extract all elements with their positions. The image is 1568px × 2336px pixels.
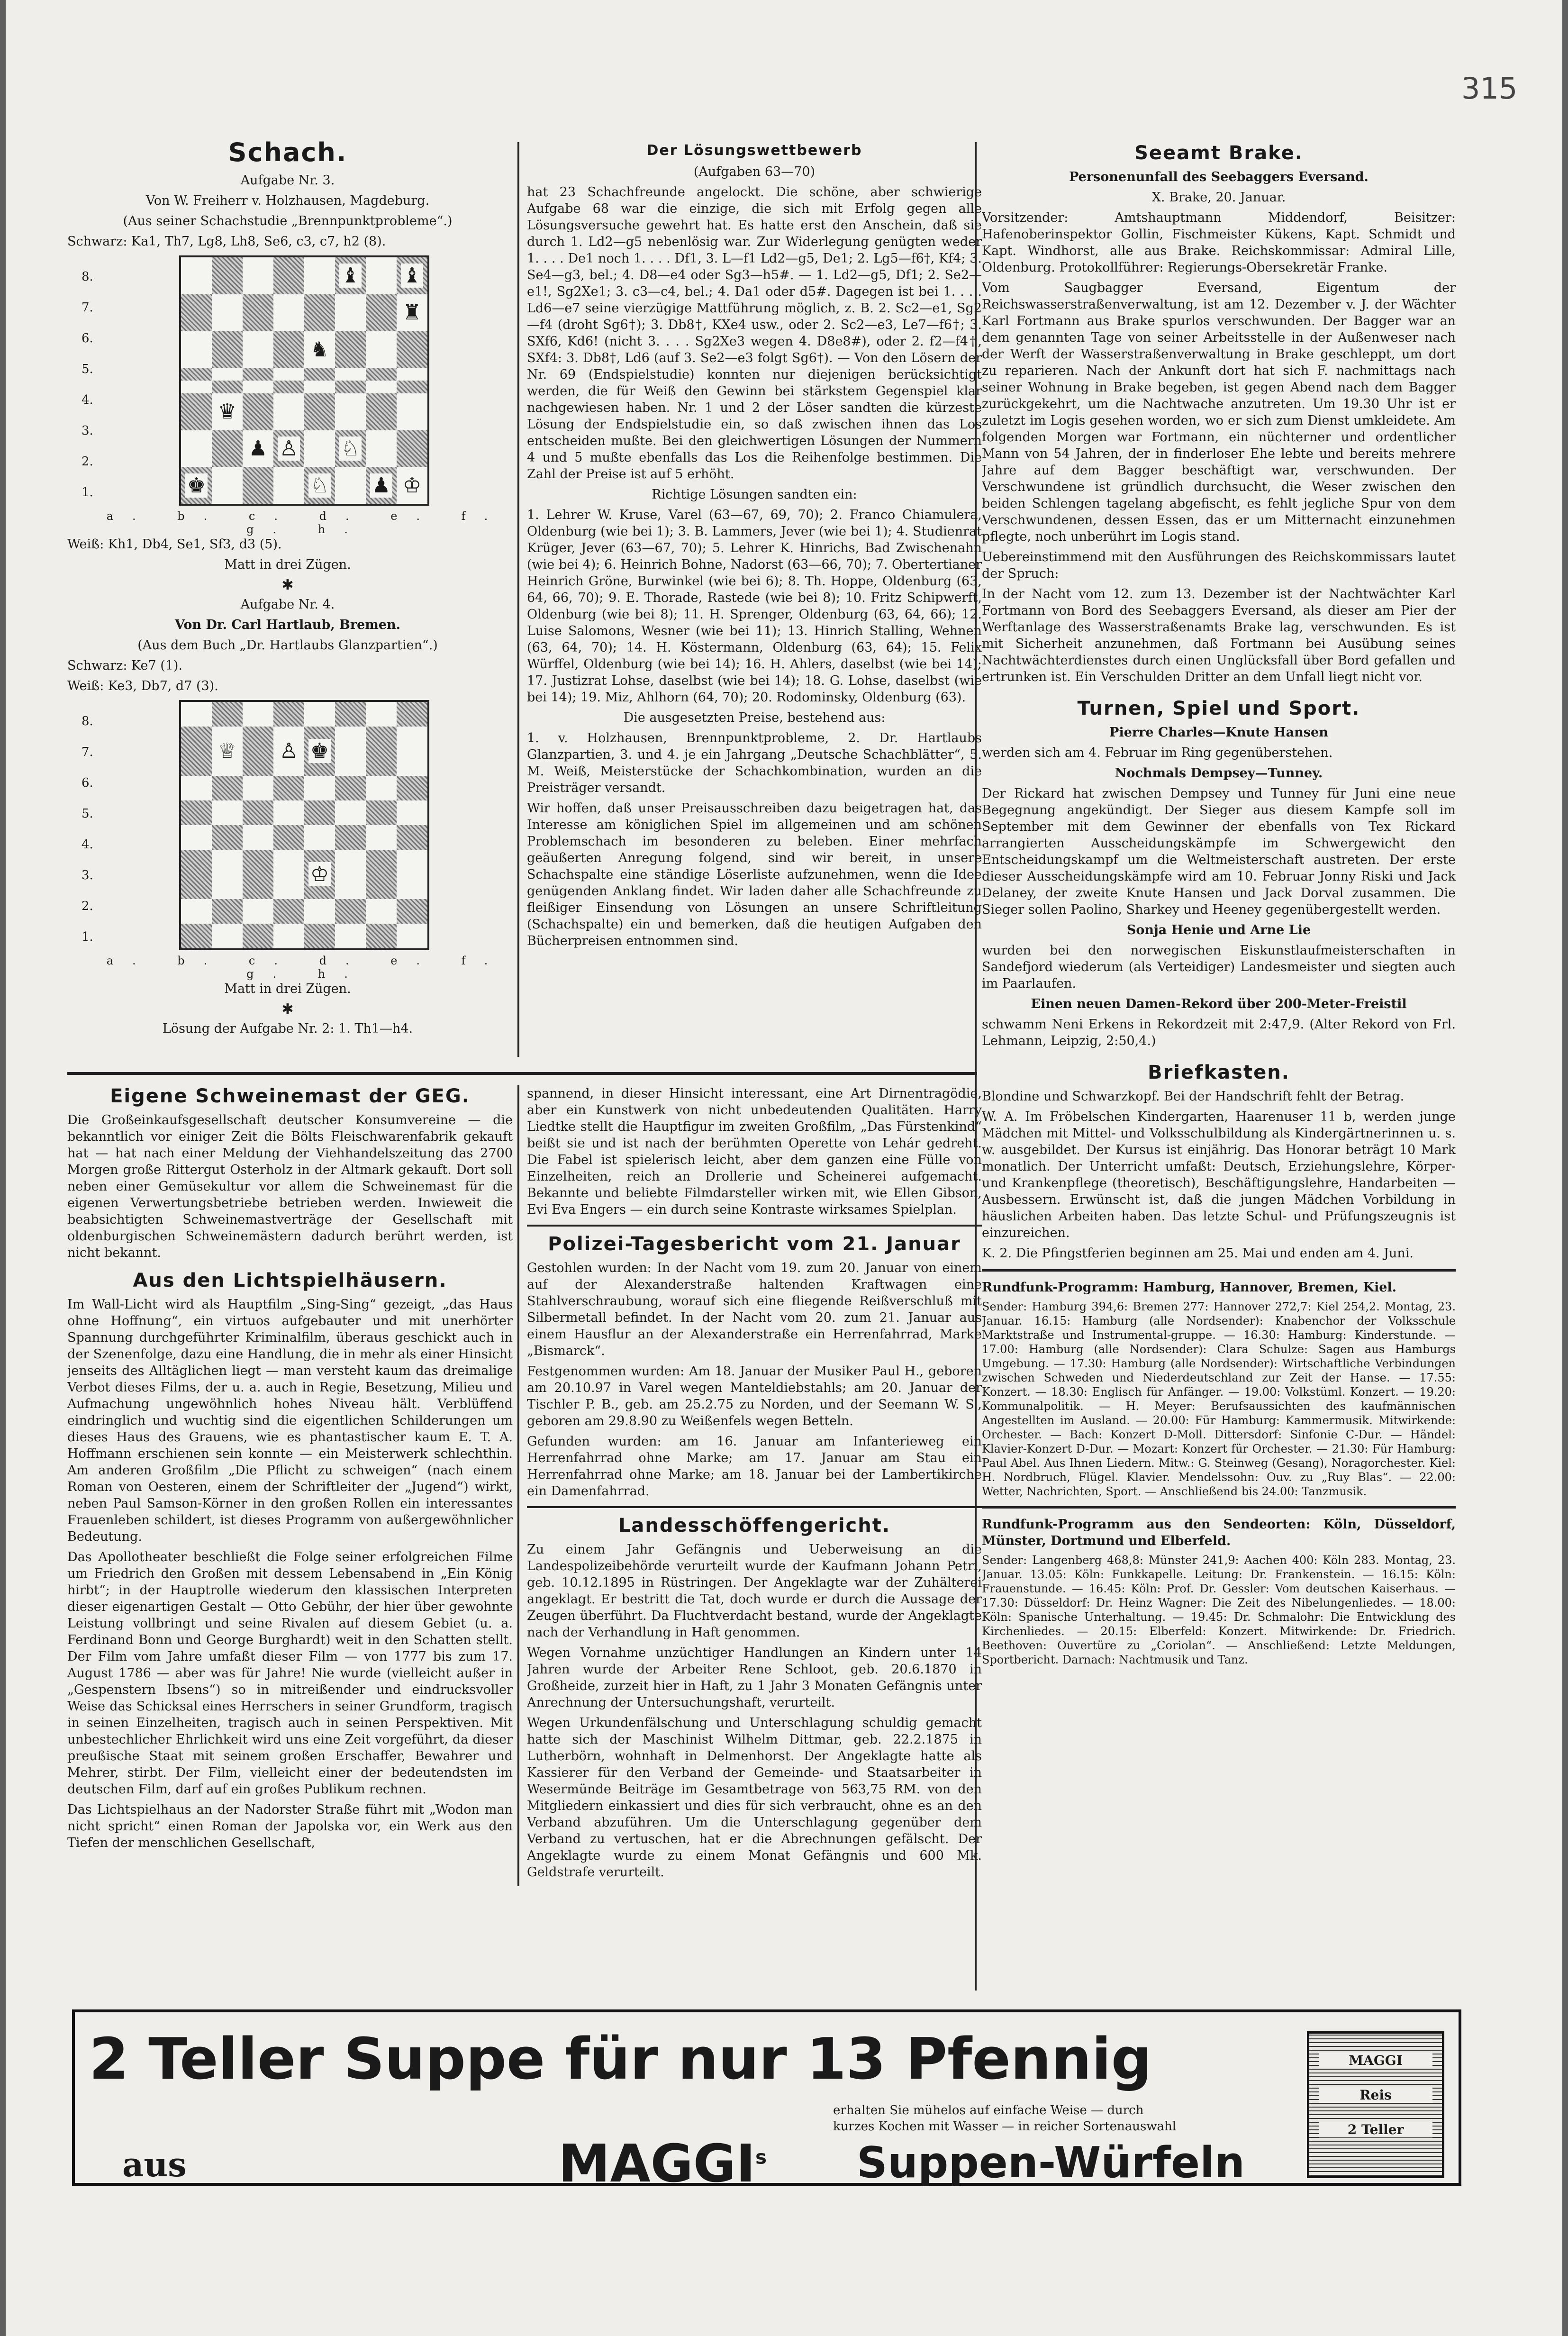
- board-square: [181, 850, 212, 899]
- court-title: Landesschöffengericht.: [618, 1515, 891, 1536]
- board-square: [335, 800, 366, 825]
- geg-title: Eigene Schweinemast der GEG.: [110, 1085, 470, 1107]
- problem-4-source: (Aus dem Buch „Dr. Hartlaubs Glanzpartien“.): [137, 638, 438, 653]
- board-square: [212, 850, 243, 899]
- board-square: [243, 368, 273, 381]
- board-square: [243, 776, 273, 800]
- board-files: a. b. c. d. e. f. g. h.: [106, 954, 507, 981]
- board-square: [335, 257, 366, 294]
- problem-3-goal: Matt in drei Zügen.: [224, 557, 351, 572]
- problem-4-white: Weiß: Ke3, Db7, d7 (3).: [67, 679, 218, 693]
- board-square: [212, 294, 243, 331]
- rank-label: 7.: [82, 300, 93, 315]
- contest-solvers-list: 1. Lehrer W. Kruse, Varel (63—67, 69, 70); 2. Franco Chiamulera, Oldenburg (wie bei 1); 3. B. Lammers, Jever (wie bei 1); 4. Studienrat Krüger, Jever (63—67, 70); 5. Lehrer K. Hinrichs, Bad Zwischenahn (wie bei 4); 6. Heinrich Bohne, Nadorst (63—66, 70); 7. Obertertianer Heinrich Gröne, Burwinkel (wie bei 6); 8. Th. Hoppe, Oldenburg (63, 64, 66, 70); 9. E. Thorade, Rastede (wie bei 8); 10. Fritz Schipwerft, Oldenburg (wie bei 8); 11. H. Sprenger, Oldenburg (63, 64, 66); 12. Luise Salomons, Wesner (wie bei 11); 13. Hinrich Stalling, Wehnen (63, 64, 70); 14. H. Köstermann, Oldenburg (63, 64); 15. Felix Würffel, Oldenburg (wie bei 14); 16. H. Ahlers, daselbst (wie bei 14); 17. Justizrat Lohse, daselbst (wie bei 14); 18. G. Lohse, daselbst (wie bei 14); 19. Miz, Ahlhorn (64, 70); 20. Rodominsky, Oldenburg (63).: [527, 508, 982, 705]
- board-square: [212, 368, 243, 381]
- sport-paragraph: werden sich am 4. Februar im Ring gegenüberstehen.: [982, 745, 1333, 760]
- board-square: [273, 257, 304, 294]
- board-square: [366, 850, 397, 899]
- chess-board-4: [82, 700, 508, 950]
- problem-4-author: Von Dr. Carl Hartlaub, Bremen.: [174, 618, 401, 632]
- brake-paragraph: Vom Saugbagger Eversand, Eigentum der Reichswasserstraßenverwaltung, ist am 12. Dezember v. J. der Wächter Karl Fortmann aus Brake spurlos verschwunden. Der Bagger war an dem genannten Tage von seiner Arbeitsstelle in der Außenweser nach der Werft der Wasserstraßenverwaltung in Brake geschleppt, um dort zu reparieren. Nach der Ankunft dort hat sich F. nachmittags nach seiner Wohnung in Brake begeben, ist gegen Abend nach dem Bagger zurückgekehrt, um die Nachtwache anzutreten. Um 19.30 Uhr ist er zuletzt im Logis gesehen worden, wo er sich zum Dienst umkleidete. Am folgenden Morgen war Fortmann, ein nüchterner und ordentlicher Mann von 54 Jahren, der in finderloser Ehe lebte und bereits mehrere Jahre auf dem Bagger beschäftigt war, verschwunden. Der Verschwundene ist gründlich durchsucht, die Weser zwischen den beiden Schlengen tagelang abgefischt, es fehlt jegliche Spur von dem Verschwundenen, dessen Essen, das er um Mitternacht einzunehmen pflegte, noch unberührt im Logis stand.: [982, 281, 1456, 544]
- rank-label: 2.: [82, 454, 93, 469]
- board-square: [397, 776, 427, 800]
- board-square: [273, 924, 304, 948]
- board-square: [366, 899, 397, 924]
- board-square: [243, 727, 273, 775]
- board-square: [304, 899, 335, 924]
- sport-paragraph: wurden bei den norwegischen Eiskunstlaufmeisterschaften in Sandefjord wiederum (als Verteidiger) Landesmeister und siegten auch im Paarlaufen.: [982, 943, 1456, 991]
- board-grid: [179, 700, 429, 950]
- board-square: [335, 702, 366, 727]
- board-square: [335, 368, 366, 381]
- board-square: [304, 381, 335, 393]
- cinema-paragraph: Das Apollotheater beschließt die Folge seiner erfolgreichen Filme um Friedrich den Großen mit dessem Lebensabend in „Ein König hirbt“; in der Hauptrolle wiederum den klassischen Interpreten dieser eigenartigen Gestalt — Otto Gebühr, der hier über gewohnte Leistung vollbringt und seine Rivalen auf diesem Gebiet (u. a. Ferdinand Bonn und George Burghardt) weit in den Schatten stellt. Der Film vom Jahre umfaßt dieser Film — von 1777 bis zum 17. August 1786 — aber was für Jahre! Nie wurde (vielleicht außer in „Gespenstern Ibsens“) so in mitreißender und eindrucksvoller Weise das Schicksal eines Herrschers in seiner Grundform, tragisch in seinen Einzelheiten, tragisch auch in seinen Perspektiven. Mit unbestechlicher Ehrlichkeit wird uns eine Zeit vorgeführt, da dieser preußische Staat mit seinem großen Erschaffer, Bewahrer und Mehrer, stirbt. Der Film, vielleicht einer der bedeutendsten im deutschen Film, darf auf ein großes Publikum rechnen.: [67, 1550, 513, 1797]
- board-square: [243, 800, 273, 825]
- cinema-title: Aus den Lichtspielhäusern.: [133, 1270, 447, 1291]
- brake-paragraph: Vorsitzender: Amtshauptmann Middendorf, Beisitzer: Hafenoberinspektor Gollin, Fischmeister Kükens, Kapt. Schmidt und Kapt. Windhorst, alle aus Brake. Reichskommissar: Admiral Lille, Oldenburg. Protokollführer: Regierungs-Obersekretär Franke.: [982, 210, 1456, 275]
- board-square: [243, 257, 273, 294]
- contest-title: Der Lösungswettbewerb: [646, 142, 862, 159]
- maggi-box-illustration: [1307, 2031, 1444, 2178]
- board-square: [181, 727, 212, 775]
- rank-label: 7.: [82, 745, 93, 759]
- board-square: [304, 294, 335, 331]
- board-square: [397, 727, 427, 775]
- board-square: [273, 331, 304, 368]
- board-square: [212, 924, 243, 948]
- newspaper-page: [6, 0, 1562, 2336]
- radio-program: Sender: Hamburg 394,6: Bremen 277: Hannover 272,7: Kiel 254,2. Montag, 23. Januar. 16.15: Hamburg (alle Nordsender): Knabenchor der Volksschule Marktstraße und Instrumental-gruppe. — 16.30: Hamburg: Kinderstunde. — 17.00: Hamburg (alle Nordsender): Clara Schulze: Sagen aus Hamburgs Umgebung. — 17.30: Hamburg (alle Nordsender): Wirtschaftliche Verbindungen zwischen Schweden und Niederdeutschland zur Zeit der Hanse. — 17.55: Konzert. — 18.30: Englisch für Anfänger. — 19.00: Volkstüml. Konzert. — 19.20: Kommunalpolitik. — H. Meyer: Berufsaussichten des kaufmännischen Angestellten im Ausland. — 20.00: Für Hamburg: Kammermusik. Mitwirkende: Orchester. — Bach: Konzert D-Moll. Dittersdorf: Sinfonie C-Dur. — Händel: Klavier-Konzert D-Dur. — Mozart: Konzert für Orchester. — 21.30: Für Hamburg: Paul Abel. Aus Ihnen Liedern. Mitw.: G. Steinweg (Gesang), Noragorchester. Kiel: H. Nordbruch, Flügel. Klavier. Mendelssohn: Ouv. zu „Ruy Blas“. — 22.00: Wetter, Nachrichten, Sport. — Anschließend bis 24.00: Tanzmusik.: [982, 1300, 1456, 1498]
- board-square: [397, 850, 427, 899]
- rank-label: 5.: [82, 806, 93, 821]
- box-label: Reis: [1319, 2087, 1432, 2103]
- board-square: [273, 430, 304, 467]
- contest-closing: Wir hoffen, daß unser Preisausschreiben dazu beigetragen hat, das Interesse am königlichen Spiel im allgemeinen und am schönen Problemschach im besonderen zu beleben. Einer mehrfach geäußerten Anregung folgend, sind wir bereit, in unsere Schachspalte eine ständige Löserliste aufzunehmen, wenn die Idee genügenden Anklang findet. Wir laden daher alle Schachfreunde zu fleißiger Einsendung von Lösungen an unsere Schriftleitung (Schachspalte) ein und bemerken, daß die heutigen Aufgaben den Bücherpreisen entnommen sind.: [527, 801, 982, 948]
- rank-label: 6.: [82, 775, 93, 790]
- ad-headline: 2 Teller Suppe für nur 13 Pfennig: [89, 2027, 1152, 2092]
- board-square: [335, 924, 366, 948]
- board-square: [181, 381, 212, 393]
- separator-star-icon: ✱: [281, 577, 294, 593]
- board-square: [181, 776, 212, 800]
- sport-title: Turnen, Spiel und Sport.: [1077, 698, 1360, 719]
- problem-4-heading: Aufgabe Nr. 4.: [240, 597, 335, 612]
- chess-board-3: [82, 255, 508, 506]
- board-square: [181, 430, 212, 467]
- sport-heading: Nochmals Dempsey—Tunney.: [1115, 766, 1323, 781]
- problem-3-heading: Aufgabe Nr. 3.: [240, 173, 335, 188]
- problem-4-black: Schwarz: Ke7 (1).: [67, 658, 183, 673]
- ad-subtext: [833, 2102, 1260, 2135]
- contest-column: [527, 142, 982, 1066]
- horizontal-rule: [982, 1506, 1456, 1509]
- cinema-paragraph: Im Wall-Licht wird als Hauptfilm „Sing-Sing“ gezeigt, „das Haus ohne Hoffnung“, ein virtuos aufgebauter und mit unerhörter Spannung durchgeführter Kriminalfilm, überaus geschickt auch in der Szenenfolge, dazu eine Handlung, die in mehr als einer Hinsicht jenseits des Alltäglichen liegt — man versteht kaum das dreimalige Verbot dieses Films, der u. a. auch in Regie, Besetzung, Milieu und Aufmachung ungewöhnlich hohes Niveau hält. Verblüffend eindringlich und wuchtig sind die eigentlichen Schilderungen um dieses Haus des Grauens, wie es phantastischer kaum E. T. A. Hoffmann erschienen sein konnte — ein Meisterwerk schlechthin. Am anderen Großfilm „Die Pflicht zu schweigen“ (nach einem Roman von Oesteren, einem der Schriftleiter der „Jugend“) wirkt, neben Paul Samson-Körner in den großen Rollen ein interessantes Frauenleben schildert, ist dieses Programm von außergewöhnlicher Bedeutung.: [67, 1297, 513, 1544]
- page-number: 315: [1461, 71, 1518, 106]
- board-square: [212, 825, 243, 850]
- column-rule: [517, 142, 519, 1057]
- sport-heading: Einen neuen Damen-Rekord über 200-Meter-Freistil: [1031, 997, 1407, 1011]
- board-square: [181, 924, 212, 948]
- sport-paragraph: schwamm Neni Erkens in Rekordzeit mit 2:47,9. (Alter Rekord von Frl. Lehmann, Leipzig, 2:50,4.): [982, 1017, 1456, 1048]
- board-square: [181, 702, 212, 727]
- chess-piece-icon: ♔: [401, 473, 423, 498]
- police-paragraph: Gefunden wurden: am 16. Januar am Infanterieweg ein Herrenfahrrad ohne Marke; am 17. Januar am Stau ein Herrenfahrrad ohne Marke; am 18. Januar bei der Lambertikirche ein Damenfahrrad.: [527, 1434, 982, 1499]
- board-square: [397, 702, 427, 727]
- board-square: [366, 393, 397, 430]
- board-square: [304, 825, 335, 850]
- board-square: [366, 825, 397, 850]
- rank-label: 4.: [82, 837, 93, 852]
- board-square: [366, 924, 397, 948]
- board-square: [243, 899, 273, 924]
- chess-piece-icon: ♜: [401, 300, 423, 325]
- board-ranks: [82, 261, 93, 508]
- letters-paragraph: K. 2. Die Pfingstferien beginnen am 25. Mai und enden am 4. Juni.: [982, 1246, 1414, 1261]
- board-square: [304, 850, 335, 899]
- board-square: [335, 850, 366, 899]
- ad-subtext-line: kurzes Kochen mit Wasser — in reicher Sortenauswahl: [833, 2119, 1177, 2134]
- problem-3-author: Von W. Freiherr v. Holzhausen, Magdeburg.: [145, 193, 430, 208]
- board-square: [273, 825, 304, 850]
- chess-piece-icon: ♟: [247, 436, 269, 461]
- letters-paragraph: W. A. Im Fröbelschen Kindergarten, Haarenuser 11 b, werden junge Mädchen mit Mittel- und Volksschulbildung als Kindergärtnerinnen u. s. w. ausgebildet. Der Kursus ist einjährig. Das Honorar beträgt 10 Mark monatlich. Der Unterricht umfaßt: Deutsch, Erziehungslehre, Körper- und Krankenpflege (theoretisch), Beschäftigungslehre, Handarbeiten — Ausbessern. Erwünscht ist, daß die jungen Mädchen Vorbildung in häuslichen Arbeiten haben. Das letzte Schul- und Prüfungszeugnis ist einzureichen.: [982, 1109, 1456, 1240]
- contest-prizes-heading: Die ausgesetzten Preise, bestehend aus:: [623, 710, 886, 725]
- board-square: [397, 331, 427, 368]
- rank-label: 6.: [82, 331, 93, 345]
- sport-heading: Sonja Henie und Arne Lie: [1126, 923, 1311, 937]
- board-square: [335, 331, 366, 368]
- rank-label: 1.: [82, 929, 93, 944]
- board-square: [366, 331, 397, 368]
- rank-label: 4.: [82, 392, 93, 407]
- contest-paragraph: hat 23 Schachfreunde angelockt. Die schöne, aber schwierige Aufgabe 68 war die einzige, die sich mit Erfolg gegen alle Lösungsversuche gewehrt hat. Es hatte erst den Anschein, daß sie durch 1. Ld2—g5 nebenlösig war. Zur Widerlegung genügten weder 1. . . . De1 noch 1. . . . Df1, 3. L—f1 Ld2—g5, De1; 2. Lg5—f6†, Kf4; 3. Se4—g3, bel.; 4. D8—e4 oder Sg3—h5#. — 1. Ld2—g5, Df1; 2. Se2—e1!, Sg2Xe1; 3. c3—c4, bel.; 4. Da1 oder d5#. Dagegen ist bei 1. . . . Ld6—e7 seine vierzügige Mattführung möglich, z. B. 2. Sc2—e1, Sg2—f4 (droht Sg6†); 3. Db8†, KXe4 usw., oder 2. Sc2—e3, Le7—f6†; 3. SXf6, Kd6! (nicht 3. . . . Sg2Xe3 wegen 4. D8e8#), oder 2. f2—f4†, SXf4: 3. Db8†, Ld6 (auf 3. Se2—e3 folgt Sg6†). — Von den Lösern der Nr. 69 (Endspielstudie) konnten nur diejenigen berücksichtigt werden, die für Weiß den Gewinn bei stärkstem Gegenspiel klar nachgewiesen haben. Nr. 1 und 2 der Löser sandten die kürzeste Lösung der Endspielstudie ein, so daß zwischen ihnen das Los entscheiden mußte. Bei den gleichwertigen Lösungen der Nummern 4 und 5 mußte ebenfalls das Los die Reihenfolge bestimmen. Die Zahl der Preise ist auf 5 erhöht.: [527, 185, 982, 482]
- board-square: [366, 430, 397, 467]
- board-square: [335, 294, 366, 331]
- rank-label: 3.: [82, 868, 93, 882]
- board-square: [273, 368, 304, 381]
- chess-piece-icon: ♘: [308, 473, 331, 498]
- board-square: [273, 850, 304, 899]
- board-square: [212, 381, 243, 393]
- chess-piece-icon: ♚: [185, 473, 208, 498]
- cinema-continuation: spannend, in dieser Hinsicht interessant, eine Art Dirnentragödie, aber ein Kunstwerk von nicht unbedeutenden Qualitäten. Harry Liedtke stellt die Hauptfigur im zweiten Großfilm, „Das Fürstenkind“ beißt sie und ist nach der berühmten Operette von Lehár gedreht. Die Fabel ist spielerisch leicht, aber dem ganzen eine Fülle von Einzelheiten, reich an Drollerie und Scheinerei aufgemacht. Bekannte und beliebte Filmdarsteller wirken mit, wie Ellen Gibson, Evi Eva Engers — ein durch seine Kontraste wirksames Spielplan.: [527, 1086, 982, 1217]
- lower-left-column: [67, 1085, 513, 1882]
- board-square: [397, 924, 427, 948]
- board-square: [273, 381, 304, 393]
- rank-label: 1.: [82, 485, 93, 500]
- board-square: [243, 430, 273, 467]
- board-square: [273, 294, 304, 331]
- board-square: [397, 294, 427, 331]
- letters-title: Briefkasten.: [1148, 1062, 1290, 1083]
- board-square: [212, 257, 243, 294]
- maggi-advertisement: [72, 2009, 1461, 2194]
- rank-label: 5.: [82, 362, 93, 376]
- court-paragraph: Wegen Vornahme unzüchtiger Handlungen an Kindern unter 14 Jahren wurde der Arbeiter Rene Schloot, geb. 20.6.1870 in Großheide, zurzeit hier in Haft, zu 1 Jahr 3 Monaten Gefängnis unter Anrechnung der Untersuchungshaft, verurteilt.: [527, 1645, 982, 1710]
- chess-column: [67, 137, 508, 1062]
- board-square: [212, 776, 243, 800]
- column-rule: [517, 1085, 519, 1886]
- board-square: [397, 381, 427, 393]
- board-square: [243, 381, 273, 393]
- board-square: [397, 257, 427, 294]
- brand-name: MAGGI: [558, 2133, 756, 2194]
- brand-mark: s: [755, 2146, 767, 2169]
- board-square: [304, 800, 335, 825]
- geg-paragraph: Die Großeinkaufsgesellschaft deutscher Konsumvereine — die bekanntlich vor einiger Zeit die Bölts Fleischwarenfabrik gekauft hat — hat nach einer Meldung der Viehhandelszeitung das 2700 Morgen große Rittergut Osterholz in der Altmark gekauft. Dort soll neben einer Gemüsekultur vor allem die Schweinemast für die eigenen Verwertungsbetriebe betrieben werden. Inwieweit die beabsichtigten Schweinemastverträge der Gesellschaft mit oldenburgischen Schweinemästern dadurch berührt werden, ist nicht bekannt.: [67, 1113, 513, 1260]
- board-square: [335, 381, 366, 393]
- board-square: [304, 467, 335, 504]
- chess-piece-icon: ♔: [308, 862, 331, 886]
- board-square: [366, 257, 397, 294]
- police-title: Polizei-Tagesbericht vom 21. Januar: [548, 1233, 961, 1255]
- box-label: MAGGI: [1319, 2053, 1432, 2068]
- ad-product: Suppen-Würfeln: [857, 2138, 1245, 2188]
- board-square: [212, 331, 243, 368]
- rank-label: 3.: [82, 423, 93, 438]
- chess-piece-icon: ♚: [308, 739, 331, 763]
- problem-3-black: Schwarz: Ka1, Th7, Lg8, Lh8, Se6, c3, c7, h2 (8).: [67, 234, 386, 249]
- board-square: [397, 393, 427, 430]
- board-square: [181, 294, 212, 331]
- brake-paragraph: Uebereinstimmend mit den Ausführungen des Reichskommissars lautet der Spruch:: [982, 550, 1456, 581]
- solution-line: Lösung der Aufgabe Nr. 2: 1. Th1—h4.: [162, 1021, 413, 1036]
- chess-piece-icon: ♕: [216, 739, 238, 763]
- board-square: [243, 702, 273, 727]
- separator-star-icon: ✱: [281, 1001, 294, 1018]
- court-paragraph: Wegen Urkundenfälschung und Unterschlagung schuldig gemacht hatte sich der Maschinist Wilhelm Dittmar, geb. 22.2.1875 in Lutherbörn, wohnhaft in Delmenhorst. Der Angeklagte hatte als Kassierer für den Verband der Gemeinde- und Staatsarbeiter in Wesermünde Beiträge im Gesamtbetrage von 563,75 RM. von den Mitgliedern einkassiert und dies für sich verbraucht, ohne es an den Verband abzuführen. Um die Unterschlagung gegenüber dem Verband zu vertuschen, hat er die Abrechnungen gefälscht. Der Angeklagte wurde zu einem Monat Gefängnis und 600 Mk. Geldstrafe verurteilt.: [527, 1716, 982, 1880]
- board-square: [304, 393, 335, 430]
- board-square: [243, 331, 273, 368]
- board-square: [273, 467, 304, 504]
- board-ranks: [82, 706, 93, 952]
- chess-piece-icon: ♞: [308, 337, 331, 362]
- court-paragraph: Zu einem Jahr Gefängnis und Ueberweisung an die Landespolizeibehörde verurteilt wurde der Kaufmann Johann Petri, geb. 10.12.1895 in Rüstringen. Der Angeklagte war der Zuhälterei angeklagt. Er bestritt die Tat, doch wurde er durch die Aussage der Zeugen überführt. Da Fluchtverdacht bestand, wurde der Angeklagte nach der Verhandlung in Haft genommen.: [527, 1542, 982, 1640]
- board-square: [273, 393, 304, 430]
- ad-subtext-line: erhalten Sie mühelos auf einfache Weise — durch: [833, 2103, 1144, 2118]
- board-square: [212, 467, 243, 504]
- brake-dateline: X. Brake, 20. Januar.: [1151, 190, 1286, 205]
- board-square: [304, 368, 335, 381]
- contest-solvers-heading: Richtige Lösungen sandten ein:: [652, 487, 857, 502]
- board-square: [397, 825, 427, 850]
- rank-label: 2.: [82, 899, 93, 913]
- board-square: [335, 393, 366, 430]
- rank-label: 8.: [82, 714, 93, 728]
- radio-title-2: Rundfunk-Programm aus den Sendeorten: Köln, Düsseldorf, Münster, Dortmund und Elberfeld.: [982, 1517, 1456, 1548]
- board-square: [273, 899, 304, 924]
- chess-piece-icon: ♘: [339, 436, 362, 461]
- box-label: 2 Teller: [1319, 2122, 1432, 2137]
- lower-middle-column: [527, 1085, 982, 1891]
- board-square: [366, 381, 397, 393]
- board-square: [304, 257, 335, 294]
- chess-piece-icon: ♛: [216, 400, 238, 424]
- ad-aus: aus: [122, 2145, 187, 2184]
- chess-piece-icon: ♟: [370, 473, 392, 498]
- sport-paragraph: Der Rickard hat zwischen Dempsey und Tunney für Juni eine neue Begegnung angekündigt. Der Sieger aus diesem Kampfe soll im September mit dem Gewinner der ebenfalls von Tex Rickard arrangierten Ausscheidungskämpfe im Schwergewicht den Entscheidungskampf um die Weltmeisterschaft austreten. Der erste dieser Ausscheidungskämpfe wird am 10. Februar Jonny Riski und Jack Delaney, der zweite Knute Hansen und Jack Dorval zusammen. Die Sieger sollen Paolino, Sharkey und Heeney gegenübergestellt werden.: [982, 786, 1456, 917]
- board-square: [212, 727, 243, 775]
- board-square: [366, 368, 397, 381]
- board-square: [335, 430, 366, 467]
- board-square: [366, 727, 397, 775]
- police-paragraph: Festgenommen wurden: Am 18. Januar der Musiker Paul H., geboren am 20.10.97 in Varel wegen Manteldiebstahls; am 20. Januar der Tischler P. B., geb. am 25.2.75 zu Norden, und der Seemann W. S., geboren am 29.8.90 zu Weißenfels wegen Betteln.: [527, 1364, 982, 1428]
- board-square: [304, 924, 335, 948]
- brake-paragraph: In der Nacht vom 12. zum 13. Dezember ist der Nachtwächter Karl Fortmann von Bord des Seebaggers Eversand, als dieser am Pier der Werftanlage des Wasserstraßenamts Brake lag, verschwunden. Es ist mit Sicherheit anzunehmen, daß Fortmann bei Ausübung seines Nachtwächterdienstes durch einen Unglücksfall über Bord gefallen und ertrunken ist. Ein Verschulden Dritter an dem Unfall liegt nicht vor.: [982, 587, 1456, 684]
- horizontal-rule: [527, 1506, 982, 1508]
- board-square: [366, 467, 397, 504]
- board-square: [273, 800, 304, 825]
- board-square: [335, 899, 366, 924]
- horizontal-rule: [982, 1269, 1456, 1272]
- letters-paragraph: Blondine und Schwarzkopf. Bei der Handschrift fehlt der Betrag.: [982, 1089, 1405, 1104]
- board-square: [212, 702, 243, 727]
- board-square: [273, 727, 304, 775]
- board-square: [212, 800, 243, 825]
- radio-title: Rundfunk-Programm: Hamburg, Hannover, Bremen, Kiel.: [982, 1280, 1397, 1295]
- board-square: [181, 331, 212, 368]
- chess-title: Schach.: [228, 137, 347, 167]
- board-files: a. b. c. d. e. f. g. h.: [106, 509, 507, 536]
- ad-brand: [558, 2133, 767, 2194]
- board-square: [212, 430, 243, 467]
- radio-program-2: Sender: Langenberg 468,8: Münster 241,9: Aachen 400: Köln 283. Montag, 23. Januar. 13.05: Köln: Funkkapelle. Leitung: Dr. Frankenstein. — 16.15: Köln: Frauenstunde. — 16.45: Köln: Prof. Dr. Gessler: Vom deutschen Kaiserhaus. — 17.30: Düsseldorf: Dr. Heinz Wagner: Die Zeit des Nibelungenliedes. — 18.00: Köln: Spanische Unterhaltung. — 19.45: Dr. Schmalohr: Die Entwicklung des Kirchenliedes. — 20.15: Elberfeld: Konzert. Mitwirkende: Dr. Friedrich. Beethoven: Ouvertüre zu „Coriolan“. — Anschließend: Letzte Meldungen, Sportbericht. Darnach: Nachtmusik und Tanz.: [982, 1554, 1456, 1666]
- chess-piece-icon: ♙: [278, 739, 300, 763]
- board-square: [397, 800, 427, 825]
- board-square: [181, 899, 212, 924]
- board-square: [366, 702, 397, 727]
- board-square: [181, 467, 212, 504]
- board-square: [243, 850, 273, 899]
- problem-3-source: (Aus seiner Schachstudie „Brennpunktprobleme“.): [123, 214, 453, 228]
- board-square: [397, 467, 427, 504]
- board-square: [397, 430, 427, 467]
- board-square: [273, 776, 304, 800]
- board-square: [304, 430, 335, 467]
- board-square: [273, 702, 304, 727]
- problem-3-white: Weiß: Kh1, Db4, Se1, Sf3, d3 (5).: [67, 537, 282, 552]
- board-square: [212, 899, 243, 924]
- board-square: [304, 702, 335, 727]
- board-square: [397, 899, 427, 924]
- board-square: [181, 368, 212, 381]
- board-square: [304, 776, 335, 800]
- problem-4-goal: Matt in drei Zügen.: [224, 982, 351, 996]
- board-square: [243, 294, 273, 331]
- board-square: [181, 393, 212, 430]
- brake-subtitle: Personenunfall des Seebaggers Eversand.: [1069, 170, 1369, 184]
- contest-subtitle: (Aufgaben 63—70): [693, 164, 816, 179]
- board-square: [181, 257, 212, 294]
- horizontal-rule: [527, 1225, 982, 1227]
- board-square: [335, 727, 366, 775]
- board-square: [243, 467, 273, 504]
- board-square: [181, 800, 212, 825]
- board-square: [212, 393, 243, 430]
- chess-piece-icon: ♝: [339, 264, 362, 288]
- board-square: [243, 825, 273, 850]
- board-grid: [179, 255, 429, 506]
- sport-heading: Pierre Charles—Knute Hansen: [1109, 725, 1328, 740]
- board-square: [335, 776, 366, 800]
- board-square: [366, 294, 397, 331]
- contest-prizes: 1. v. Holzhausen, Brennpunktprobleme, 2. Dr. Hartlaubs Glanzpartien, 3. und 4. je ein Jahrgang „Deutsche Schachblätter“, 5. M. Weiß, Meisterstücke der Schachkombination, wurden an die Preisträger versandt.: [527, 731, 982, 795]
- right-column: [982, 142, 1456, 2038]
- police-paragraph: Gestohlen wurden: In der Nacht vom 19. zum 20. Januar von einem auf der Alexanderstraße haltenden Kraftwagen eine Stahlverschraubung, worauf sich eine fliegende Reißverschluß mit Silbermetall befindet. In der Nacht vom 20. zum 21. Januar aus einem Hausflur an der Alexanderstraße ein Herrenfahrrad, Marke „Bismarck“.: [527, 1261, 982, 1358]
- board-square: [243, 924, 273, 948]
- board-square: [304, 331, 335, 368]
- board-square: [397, 368, 427, 381]
- board-square: [366, 776, 397, 800]
- cinema-paragraph: Das Lichtspielhaus an der Nadorster Straße führt mit „Wodon man nicht spricht“ einen Roman der Japolska vor, ein Werk aus den Tiefen der menschlichen Gesellschaft,: [67, 1802, 513, 1850]
- board-square: [304, 727, 335, 775]
- chess-piece-icon: ♝: [401, 264, 423, 288]
- board-square: [366, 800, 397, 825]
- board-square: [243, 393, 273, 430]
- brake-title: Seeamt Brake.: [1134, 142, 1303, 164]
- board-square: [335, 467, 366, 504]
- board-square: [181, 825, 212, 850]
- chess-piece-icon: ♙: [278, 436, 300, 461]
- rank-label: 8.: [82, 269, 93, 284]
- board-square: [335, 825, 366, 850]
- horizontal-rule: [67, 1072, 977, 1075]
